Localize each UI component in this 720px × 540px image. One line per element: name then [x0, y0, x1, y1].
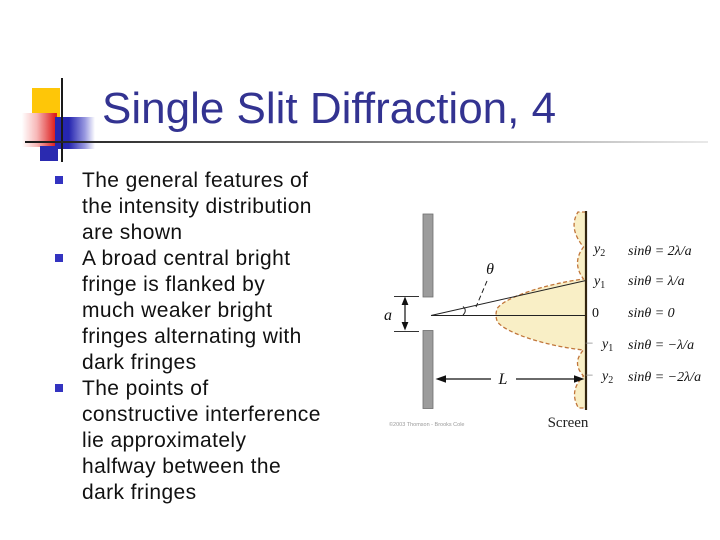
equation-neg-lambda: sinθ = −λ/a [628, 338, 695, 353]
bullet-line: are shown [82, 221, 183, 244]
bullet-line: fringes alternating with [82, 325, 302, 348]
bullet-line: dark fringes [82, 351, 197, 374]
equation-neg-2lambda: sinθ = −2λ/a [628, 370, 702, 385]
arrowhead-up-icon [402, 297, 409, 306]
bullet-line: lie approximately [82, 429, 247, 452]
screen-mark-neg-y2: − $y_2$ [585, 368, 614, 386]
title-divider-line [25, 141, 708, 143]
arrowhead-down-icon [402, 322, 409, 331]
bullet-line: the intensity distribution [82, 195, 312, 218]
screen-mark-y1: $y_1$ [594, 274, 606, 291]
barrier-bottom [423, 331, 433, 409]
arrowhead-left-icon [436, 375, 447, 382]
bullet-line: much weaker bright [82, 299, 273, 322]
bullet-line: constructive interference [82, 403, 321, 426]
screen-mark-neg-y1: − $y_1$ [585, 336, 614, 354]
screen-label: Screen [547, 415, 589, 431]
equation-zero: sinθ = 0 [628, 306, 675, 321]
bullet-line: fringe is flanked by [82, 273, 266, 296]
bullet-line: dark fringes [82, 481, 197, 504]
distance-label: L [498, 371, 508, 388]
barrier-top [423, 214, 433, 297]
figure-credit: ©2003 Thomson - Brooks Cole [389, 422, 465, 428]
bullet-line: The general features of [82, 169, 309, 192]
page-title: Single Slit Diffraction, 4 [102, 84, 557, 133]
screen-mark-0: 0 [592, 306, 599, 321]
screen-mark-y2: $y_2$ [594, 242, 606, 259]
bullet-line: The points of [82, 377, 209, 400]
equation-lambda: sinθ = λ/a [628, 274, 685, 289]
angle-label: θ [486, 261, 494, 278]
deco-vertical-line [61, 78, 63, 162]
bullet-line: A broad central bright [82, 247, 291, 270]
equation-2lambda: sinθ = 2λ/a [628, 244, 692, 259]
bullet-line: halfway between the [82, 455, 282, 478]
slit-width-label: a [384, 307, 392, 324]
